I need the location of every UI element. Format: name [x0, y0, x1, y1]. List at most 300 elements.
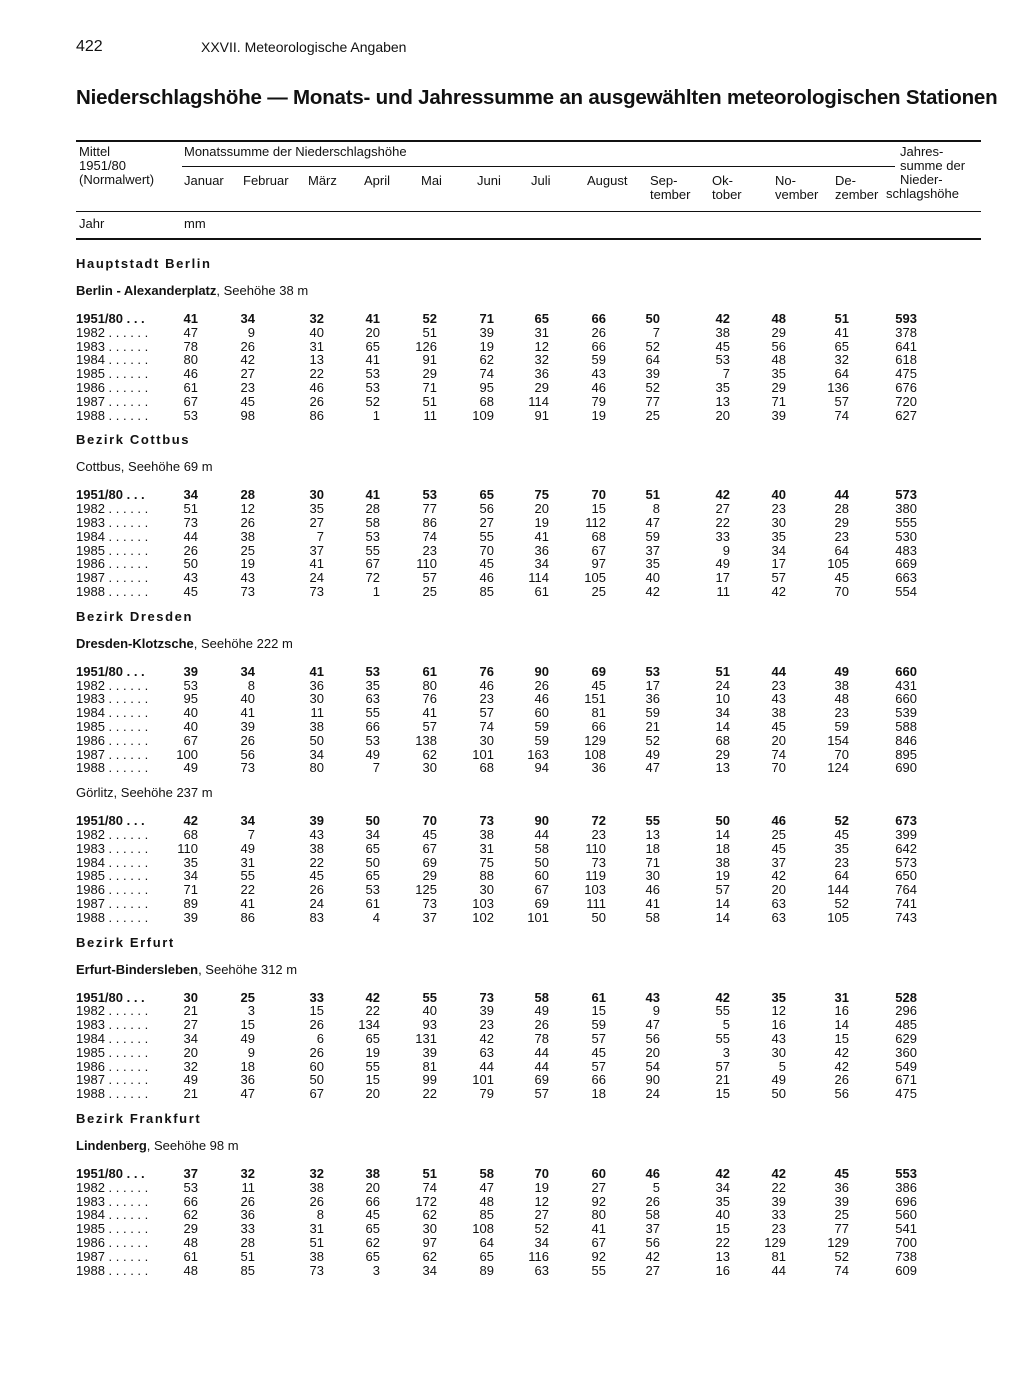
cell-month-12: 105 — [827, 909, 849, 925]
cell-annual: 743 — [895, 909, 917, 925]
cell-month-10: 51 — [715, 663, 730, 679]
cell-month-12: 45 — [834, 1166, 849, 1181]
cell-month-6: 46 — [479, 570, 494, 586]
station-title — [76, 636, 293, 651]
cell-month-9: 58 — [645, 1207, 660, 1223]
cell-month-12: 44 — [834, 487, 849, 503]
cell-month-4: 134 — [358, 1017, 380, 1033]
row-year: 1988 . . . . . . — [76, 1086, 149, 1102]
cell-month-12: 25 — [834, 1207, 849, 1223]
cell-month-4: 4 — [372, 909, 380, 925]
cell-month-2: 25 — [240, 542, 255, 558]
cell-month-1: 67 — [183, 732, 198, 748]
cell-month-7: 163 — [527, 746, 549, 762]
cell-month-10: 22 — [715, 515, 730, 530]
cell-month-5: 86 — [422, 515, 437, 530]
cell-month-12: 52 — [834, 813, 849, 829]
cell-month-10: 38 — [715, 854, 730, 870]
month-header-6: Juni — [477, 173, 501, 188]
cell-month-10: 34 — [715, 1179, 730, 1195]
cell-month-5: 97 — [422, 1235, 437, 1250]
table-row — [0, 1060, 1024, 1074]
row-year: 1987 . . . . . . — [76, 1248, 149, 1264]
cell-month-1: 39 — [183, 663, 198, 679]
cell-month-1: 45 — [183, 584, 198, 599]
cell-month-9: 20 — [645, 1044, 660, 1060]
cell-month-5: 77 — [422, 501, 437, 517]
page-header — [76, 38, 407, 56]
cell-annual: 671 — [895, 1072, 917, 1088]
row-year: 1988 . . . . . . — [76, 760, 149, 776]
cell-month-1: 71 — [183, 882, 198, 898]
cell-month-5: 67 — [422, 840, 437, 856]
table-row — [0, 897, 1024, 911]
cell-month-3: 73 — [309, 1262, 324, 1278]
cell-month-1: 53 — [183, 407, 198, 423]
cell-month-3: 45 — [309, 868, 324, 884]
cell-month-6: 42 — [479, 1031, 494, 1046]
cell-month-8: 66 — [591, 719, 606, 734]
cell-month-11: 57 — [771, 570, 786, 586]
cell-month-5: 138 — [415, 732, 437, 748]
cell-month-7: 58 — [534, 989, 549, 1005]
cell-month-1: 67 — [183, 393, 198, 409]
cell-month-6: 65 — [479, 1248, 494, 1264]
cell-month-10: 42 — [715, 989, 730, 1005]
cell-month-2: 45 — [240, 393, 255, 409]
row-year: 1982 . . . . . . — [76, 324, 149, 340]
row-year: 1983 . . . . . . — [76, 1017, 149, 1033]
cell-month-3: 73 — [309, 584, 324, 599]
station-name: Berlin - Alexanderplatz — [76, 283, 217, 298]
cell-annual: 485 — [895, 1017, 917, 1033]
cell-month-1: 40 — [183, 705, 198, 721]
cell-annual: 660 — [895, 663, 917, 679]
cell-month-6: 63 — [479, 1044, 494, 1060]
cell-month-2: 41 — [240, 705, 255, 721]
cell-month-2: 11 — [241, 1179, 255, 1195]
cell-month-9: 55 — [645, 813, 660, 829]
cell-month-2: 19 — [240, 556, 255, 572]
cell-month-1: 21 — [183, 1086, 198, 1102]
table-row — [0, 692, 1024, 706]
cell-month-10: 55 — [715, 1031, 730, 1046]
cell-month-7: 116 — [528, 1248, 549, 1264]
cell-month-12: 105 — [827, 556, 849, 572]
cell-annual: 846 — [895, 732, 917, 748]
station-title — [76, 962, 297, 977]
cell-month-10: 20 — [715, 407, 730, 423]
cell-month-11: 45 — [771, 840, 786, 856]
cell-month-9: 37 — [645, 542, 660, 558]
cell-month-1: 78 — [183, 338, 198, 354]
cell-month-8: 66 — [591, 1072, 606, 1088]
cell-month-3: 30 — [309, 487, 324, 503]
cell-month-5: 29 — [422, 366, 437, 382]
cell-month-7: 36 — [534, 366, 549, 382]
cell-month-4: 45 — [365, 1207, 380, 1223]
cell-month-11: 45 — [771, 719, 786, 734]
cell-annual: 676 — [895, 380, 917, 395]
cell-month-1: 34 — [183, 868, 198, 884]
cell-month-2: 47 — [240, 1086, 255, 1102]
cell-month-7: 78 — [534, 1031, 549, 1046]
cell-month-5: 39 — [422, 1044, 437, 1060]
cell-month-6: 68 — [479, 760, 494, 776]
row-year: 1985 . . . . . . — [76, 1044, 149, 1060]
cell-month-5: 34 — [422, 1262, 437, 1278]
cell-month-10: 14 — [715, 909, 730, 925]
cell-month-8: 15 — [591, 501, 606, 517]
cell-month-6: 73 — [479, 813, 494, 829]
cell-month-10: 57 — [715, 882, 730, 898]
cell-month-5: 110 — [416, 556, 437, 572]
table-row — [0, 883, 1024, 897]
cell-month-5: 131 — [415, 1031, 437, 1046]
row-year: 1984 . . . . . . — [76, 352, 149, 368]
cell-month-11: 22 — [771, 1179, 786, 1195]
cell-month-2: 22 — [240, 882, 255, 898]
table-row — [0, 395, 1024, 409]
cell-month-3: 26 — [309, 882, 324, 898]
table-row — [0, 679, 1024, 693]
cell-month-6: 57 — [479, 705, 494, 721]
cell-month-7: 63 — [534, 1262, 549, 1278]
cell-month-8: 36 — [591, 760, 606, 776]
cell-annual: 386 — [895, 1179, 917, 1195]
cell-month-6: 55 — [479, 528, 494, 544]
cell-month-6: 19 — [479, 338, 494, 354]
cell-month-10: 55 — [715, 1003, 730, 1019]
station-elevation: , Seehöhe 38 m — [216, 283, 309, 298]
cell-month-4: 20 — [365, 324, 380, 340]
station-elevation: , Seehöhe 222 m — [193, 635, 293, 651]
cell-month-3: 38 — [309, 1179, 324, 1195]
cell-annual: 738 — [895, 1248, 917, 1264]
cell-month-11: 29 — [771, 324, 786, 340]
cell-month-9: 42 — [645, 584, 660, 599]
cell-month-12: 26 — [834, 1072, 849, 1088]
cell-month-8: 59 — [591, 352, 606, 368]
cell-month-8: 108 — [584, 746, 606, 762]
cell-month-3: 36 — [309, 677, 324, 693]
cell-month-8: 60 — [591, 1166, 606, 1181]
cell-month-7: 31 — [534, 324, 549, 340]
cell-month-3: 46 — [309, 380, 324, 395]
monthly-group-label: Monatssumme der Niederschlagshöhe — [184, 144, 407, 159]
cell-month-5: 29 — [422, 868, 437, 884]
cell-month-11: 70 — [771, 760, 786, 776]
cell-month-12: 56 — [834, 1086, 849, 1102]
cell-annual: 399 — [895, 827, 917, 842]
cell-month-7: 29 — [534, 380, 549, 395]
cell-month-9: 17 — [645, 677, 660, 693]
cell-month-9: 54 — [645, 1058, 660, 1074]
cell-month-9: 77 — [645, 393, 660, 409]
cell-month-12: 23 — [834, 705, 849, 721]
row-year: 1951/80 . . . — [76, 487, 145, 503]
row-year: 1951/80 . . . — [76, 813, 145, 829]
cell-annual: 627 — [895, 407, 917, 423]
cell-month-3: 33 — [309, 989, 324, 1005]
cell-month-3: 41 — [309, 556, 324, 572]
cell-month-10: 14 — [715, 719, 730, 734]
cell-month-4: 61 — [365, 896, 380, 911]
cell-month-4: 65 — [365, 868, 380, 884]
cell-month-8: 57 — [591, 1058, 606, 1074]
cell-month-3: 24 — [309, 570, 324, 586]
stub-period: 1951/80 — [79, 158, 126, 173]
cell-month-8: 81 — [591, 705, 606, 721]
cell-month-11: 56 — [771, 338, 786, 354]
cell-month-3: 37 — [309, 542, 324, 558]
cell-month-10: 49 — [715, 556, 730, 572]
cell-month-4: 65 — [365, 338, 380, 354]
cell-month-1: 29 — [183, 1221, 198, 1237]
month-header-10: Ok- — [712, 173, 733, 188]
cell-month-12: 74 — [834, 1262, 849, 1278]
cell-month-2: 85 — [240, 1262, 255, 1278]
month-header-8: August — [587, 173, 628, 188]
cell-month-12: 77 — [834, 1221, 849, 1237]
cell-month-4: 72 — [365, 570, 380, 586]
cell-month-8: 97 — [591, 556, 606, 572]
cell-month-6: 108 — [472, 1221, 494, 1237]
cell-annual: 641 — [895, 338, 917, 354]
cell-month-4: 53 — [365, 366, 380, 382]
cell-annual: 650 — [895, 868, 917, 884]
cell-month-12: 41 — [834, 324, 849, 340]
month-header-11: No- — [775, 173, 796, 188]
cell-month-11: 42 — [771, 584, 786, 599]
table-row — [0, 911, 1024, 925]
table-row — [0, 353, 1024, 367]
cell-month-5: 73 — [422, 896, 437, 911]
cell-month-12: 154 — [827, 732, 849, 748]
cell-month-6: 95 — [479, 380, 494, 395]
cell-month-2: 26 — [240, 732, 255, 748]
row-year: 1984 . . . . . . — [76, 705, 149, 721]
cell-month-1: 110 — [177, 840, 198, 856]
month-header-3: März — [308, 173, 337, 188]
cell-month-12: 51 — [834, 311, 849, 326]
row-year: 1985 . . . . . . — [76, 868, 149, 884]
cell-month-11: 20 — [771, 882, 786, 898]
cell-month-10: 18 — [715, 840, 730, 856]
cell-month-6: 102 — [472, 909, 494, 925]
cell-month-9: 40 — [645, 570, 660, 586]
cell-month-1: 48 — [183, 1235, 198, 1250]
cell-month-10: 21 — [715, 1072, 730, 1088]
cell-month-10: 22 — [715, 1235, 730, 1250]
cell-month-6: 70 — [479, 542, 494, 558]
row-year: 1986 . . . . . . — [76, 1058, 149, 1074]
cell-month-12: 45 — [834, 570, 849, 586]
table-row — [0, 1236, 1024, 1250]
cell-month-5: 172 — [415, 1193, 437, 1209]
cell-month-1: 26 — [183, 542, 198, 558]
cell-month-1: 30 — [183, 989, 198, 1005]
cell-month-11: 40 — [771, 487, 786, 503]
cell-annual: 669 — [895, 556, 917, 572]
cell-month-1: 42 — [183, 813, 198, 829]
cell-month-6: 74 — [479, 366, 494, 382]
cell-month-11: 81 — [771, 1248, 786, 1264]
cell-month-11: 5 — [778, 1058, 786, 1074]
month-header-12: De- — [835, 173, 856, 188]
cell-month-3: 34 — [309, 746, 324, 762]
cell-month-12: 35 — [834, 840, 849, 856]
cell-annual: 764 — [895, 882, 917, 898]
cell-month-9: 5 — [652, 1179, 660, 1195]
cell-month-3: 27 — [309, 515, 324, 530]
section-title: Bezirk Erfurt — [76, 934, 175, 950]
cell-month-3: 6 — [316, 1031, 324, 1046]
table-row — [0, 828, 1024, 842]
cell-month-11: 37 — [771, 854, 786, 870]
cell-month-4: 63 — [365, 691, 380, 707]
cell-month-3: 32 — [309, 311, 324, 326]
cell-month-3: 22 — [309, 854, 324, 870]
header-top-rule — [76, 140, 981, 142]
cell-month-2: 31 — [240, 854, 255, 870]
cell-month-5: 37 — [422, 909, 437, 925]
month-header-12-cont: zember — [835, 187, 879, 202]
cell-month-9: 59 — [645, 705, 660, 721]
cell-month-10: 42 — [715, 487, 730, 503]
station-elevation: , Seehöhe 312 m — [198, 961, 298, 977]
cell-month-9: 52 — [645, 380, 660, 395]
table-row — [0, 367, 1024, 381]
cell-month-7: 67 — [534, 882, 549, 898]
cell-month-4: 20 — [365, 1086, 380, 1102]
cell-month-6: 73 — [479, 989, 494, 1005]
cell-month-6: 45 — [479, 556, 494, 572]
cell-month-12: 39 — [834, 1193, 849, 1209]
cell-month-7: 19 — [534, 1179, 549, 1195]
cell-month-2: 49 — [240, 840, 255, 856]
cell-month-10: 17 — [715, 570, 730, 586]
cell-month-2: 56 — [240, 746, 255, 762]
cell-month-6: 109 — [472, 407, 494, 423]
cell-month-11: 42 — [771, 1166, 786, 1181]
row-year: 1983 . . . . . . — [76, 515, 149, 530]
cell-month-4: 65 — [365, 1031, 380, 1046]
cell-month-12: 42 — [834, 1044, 849, 1060]
cell-month-4: 66 — [365, 1193, 380, 1209]
cell-month-8: 57 — [591, 1031, 606, 1046]
cell-month-5: 52 — [422, 311, 437, 326]
cell-month-11: 23 — [771, 1221, 786, 1237]
cell-month-11: 44 — [771, 1262, 786, 1278]
cell-month-1: 46 — [183, 366, 198, 382]
cell-month-1: 35 — [183, 854, 198, 870]
cell-month-8: 119 — [585, 868, 606, 884]
cell-month-5: 99 — [422, 1072, 437, 1088]
cell-annual: 700 — [895, 1235, 917, 1250]
cell-month-12: 52 — [834, 896, 849, 911]
table-row — [0, 1004, 1024, 1018]
table-row — [0, 1018, 1024, 1032]
cell-month-6: 44 — [479, 1058, 494, 1074]
cell-month-5: 51 — [422, 393, 437, 409]
cell-month-12: 64 — [834, 542, 849, 558]
month-header-9-cont: tember — [650, 187, 691, 202]
cell-month-2: 32 — [240, 1166, 255, 1181]
table-row — [0, 557, 1024, 571]
cell-month-5: 62 — [422, 1248, 437, 1264]
cell-month-8: 112 — [585, 515, 606, 530]
cell-month-4: 65 — [365, 840, 380, 856]
table-row — [0, 409, 1024, 423]
cell-month-7: 44 — [534, 827, 549, 842]
row-year: 1985 . . . . . . — [76, 719, 149, 734]
cell-month-1: 21 — [183, 1003, 198, 1019]
cell-month-6: 76 — [479, 663, 494, 679]
cell-month-7: 20 — [534, 501, 549, 517]
cell-month-7: 75 — [534, 487, 549, 503]
cell-month-3: 80 — [309, 760, 324, 776]
cell-month-5: 74 — [422, 528, 437, 544]
cell-month-10: 27 — [715, 501, 730, 517]
cell-month-8: 43 — [591, 366, 606, 382]
cell-month-8: 45 — [591, 677, 606, 693]
row-year: 1988 . . . . . . — [76, 407, 149, 423]
cell-month-12: 124 — [827, 760, 849, 776]
cell-month-12: 42 — [834, 1058, 849, 1074]
page-number: 422 — [76, 38, 103, 55]
cell-month-2: 86 — [240, 909, 255, 925]
row-year: 1986 . . . . . . — [76, 882, 149, 898]
row-year: 1982 . . . . . . — [76, 501, 149, 517]
cell-annual: 475 — [895, 1086, 917, 1102]
cell-month-12: 52 — [834, 1248, 849, 1264]
table-row — [0, 1250, 1024, 1264]
cell-month-7: 91 — [534, 407, 549, 423]
table-row — [0, 869, 1024, 883]
cell-month-6: 85 — [479, 584, 494, 599]
table-row — [0, 1087, 1024, 1101]
row-year: 1985 . . . . . . — [76, 542, 149, 558]
cell-annual: 554 — [895, 584, 917, 599]
row-year: 1983 . . . . . . — [76, 1193, 149, 1209]
row-year: 1951/80 . . . — [76, 1166, 145, 1181]
cell-month-8: 92 — [591, 1193, 606, 1209]
cell-month-9: 47 — [645, 760, 660, 776]
cell-month-5: 25 — [422, 584, 437, 599]
cell-month-8: 27 — [591, 1179, 606, 1195]
cell-month-3: 26 — [309, 393, 324, 409]
cell-month-8: 50 — [591, 909, 606, 925]
station-elevation: Görlitz, Seehöhe 237 m — [76, 785, 213, 801]
table-title: Niederschlagshöhe — Monats- und Jahressumme an ausgewählten meteorologischen Stationen — [76, 86, 998, 109]
cell-month-2: 15 — [240, 1017, 255, 1033]
cell-month-9: 24 — [645, 1086, 660, 1102]
cell-month-4: 62 — [365, 1235, 380, 1250]
cell-month-12: 31 — [834, 989, 849, 1005]
cell-month-7: 49 — [534, 1003, 549, 1019]
cell-month-8: 72 — [591, 813, 606, 829]
cell-month-8: 68 — [591, 528, 606, 544]
cell-month-11: 30 — [771, 515, 786, 530]
cell-annual: 629 — [895, 1031, 917, 1046]
cell-month-2: 26 — [240, 338, 255, 354]
table-row — [0, 530, 1024, 544]
cell-month-5: 41 — [422, 705, 437, 721]
cell-month-5: 125 — [415, 882, 437, 898]
section-title: Bezirk Cottbus — [76, 432, 191, 448]
cell-month-10: 5 — [722, 1017, 730, 1033]
